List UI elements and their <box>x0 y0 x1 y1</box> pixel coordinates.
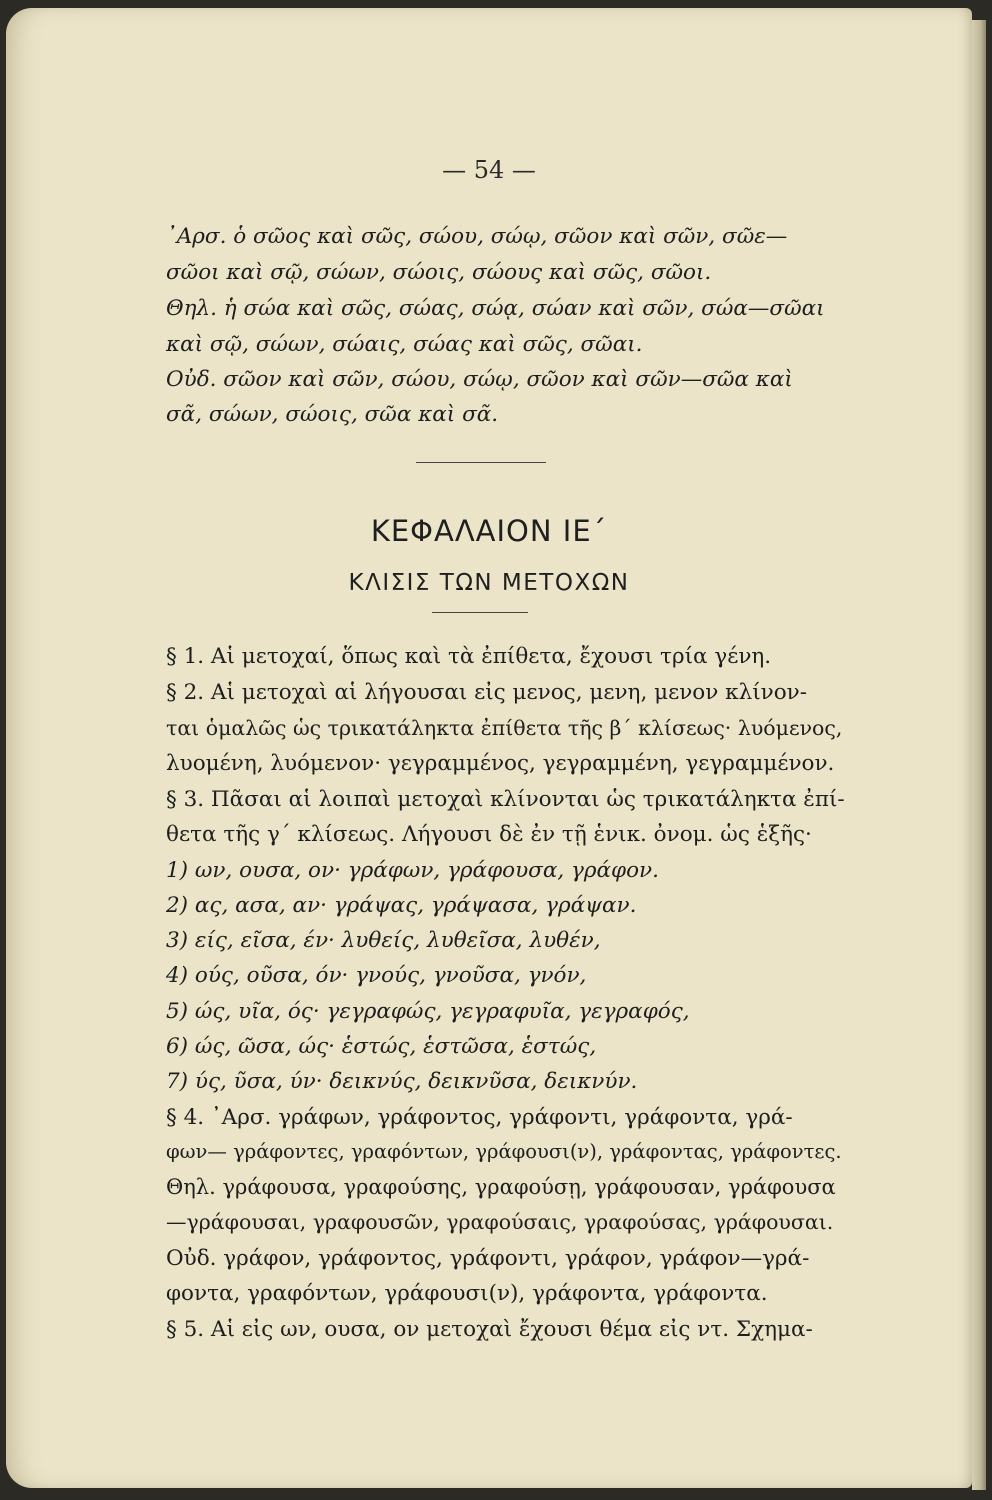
text-line: Θηλ. ἡ σώα καὶ σῶς, σώας, σώᾳ, σώαν καὶ σῶν, σώα—σῶαι <box>166 296 825 321</box>
list-item: 5) ώς, υῖα, ός· γεγραφώς, γεγραφυῖα, γεγραφός, <box>166 999 690 1024</box>
chapter-title: ΚΕΦΑΛΑΙΟΝ ΙΕ΄ <box>370 514 608 548</box>
chapter-subtitle: ΚΛΙΣΙΣ ΤΩΝ ΜΕΤΟΧΩΝ <box>348 570 630 596</box>
text-line: λυομένη, λυόμενον· γεγραμμένος, γεγραμμένη, γεγραμμένον. <box>166 751 835 776</box>
text-line: § 4. ᾽Αρσ. γράφων, γράφοντος, γράφοντι, γράφοντα, γρά- <box>166 1105 793 1130</box>
text-line: φων— γράφοντες, γραφόντων, γράφουσι(ν), γράφοντας, γράφοντες. <box>166 1140 842 1163</box>
text-line: καὶ σῷ, σώων, σώαις, σώας καὶ σῶς, σῶαι. <box>166 332 643 357</box>
page-number: — 54 — <box>442 156 536 184</box>
list-item: 2) ας, ασα, αν· γράψας, γράψασα, γράψαν. <box>166 893 637 918</box>
text-line: θετα τῆς γ΄ κλίσεως. Λήγουσι δὲ ἐν τῇ ἑνικ. ὀνομ. ὡς ἑξῆς· <box>166 822 812 847</box>
text-line: φοντα, γραφόντων, γράφουσι(ν), γράφοντα, γράφοντα. <box>166 1281 768 1306</box>
section-divider <box>416 462 546 463</box>
text-line: Οὐδ. σῶον καὶ σῶν, σώου, σώῳ, σῶον καὶ σῶν—σῶα καὶ <box>166 367 793 392</box>
text-line: § 1. Αἱ μετοχαί, ὅπως καὶ τὰ ἐπίθετα, ἔχουσι τρία γένη. <box>166 644 772 669</box>
list-item: 7) ύς, ῦσα, ύν· δεικνύς, δεικνῦσα, δεικνύν. <box>166 1069 638 1094</box>
list-item: 4) ούς, οῦσα, όν· γνούς, γνοῦσα, γνόν, <box>166 963 587 988</box>
title-divider <box>432 612 528 613</box>
text-line: § 5. Αἱ εἰς ων, ουσα, ον μετοχαὶ ἔχουσι θέμα εἰς ντ. Σχημα- <box>166 1317 813 1342</box>
text-line: σῶοι καὶ σῷ, σώων, σώοις, σώους καὶ σῶς, σῶοι. <box>166 260 712 285</box>
text-line: § 2. Αἱ μετοχαὶ αἱ λήγουσαι εἰς μενος, μενη, μενον κλίνον- <box>166 680 807 705</box>
list-item: 3) είς, εῖσα, έν· λυθείς, λυθεῖσα, λυθέν, <box>166 928 601 953</box>
text-line: —γράφουσαι, γραφουσῶν, γραφούσαις, γραφούσας, γράφουσαι. <box>166 1210 834 1234</box>
text-line: ᾽Αρσ. ὁ σῶος καὶ σῶς, σώου, σώῳ, σῶον καὶ σῶν, σῶε— <box>166 224 788 249</box>
text-line: σᾶ, σώων, σώοις, σῶα καὶ σᾶ. <box>166 402 499 427</box>
list-item: 6) ώς, ῶσα, ώς· ἑστώς, ἑστῶσα, ἑστώς, <box>166 1034 597 1059</box>
page-edge <box>972 20 986 1490</box>
text-line: § 3. Πᾶσαι αἱ λοιπαὶ μετοχαὶ κλίνονται ὡς τρικατάληκτα ἐπί- <box>166 787 845 812</box>
text-line: Θηλ. γράφουσα, γραφούσης, γραφούσῃ, γράφουσαν, γράφουσα <box>166 1175 836 1199</box>
book-page <box>6 8 972 1488</box>
list-item: 1) ων, ουσα, ον· γράφων, γράφουσα, γράφον. <box>166 858 659 883</box>
text-line: Οὐδ. γράφον, γράφοντος, γράφοντι, γράφον, γράφον—γρά- <box>166 1246 810 1271</box>
text-line: ται ὁμαλῶς ὡς τρικατάληκτα ἐπίθετα τῆς β΄ κλίσεως· λυόμενος, <box>166 716 843 740</box>
